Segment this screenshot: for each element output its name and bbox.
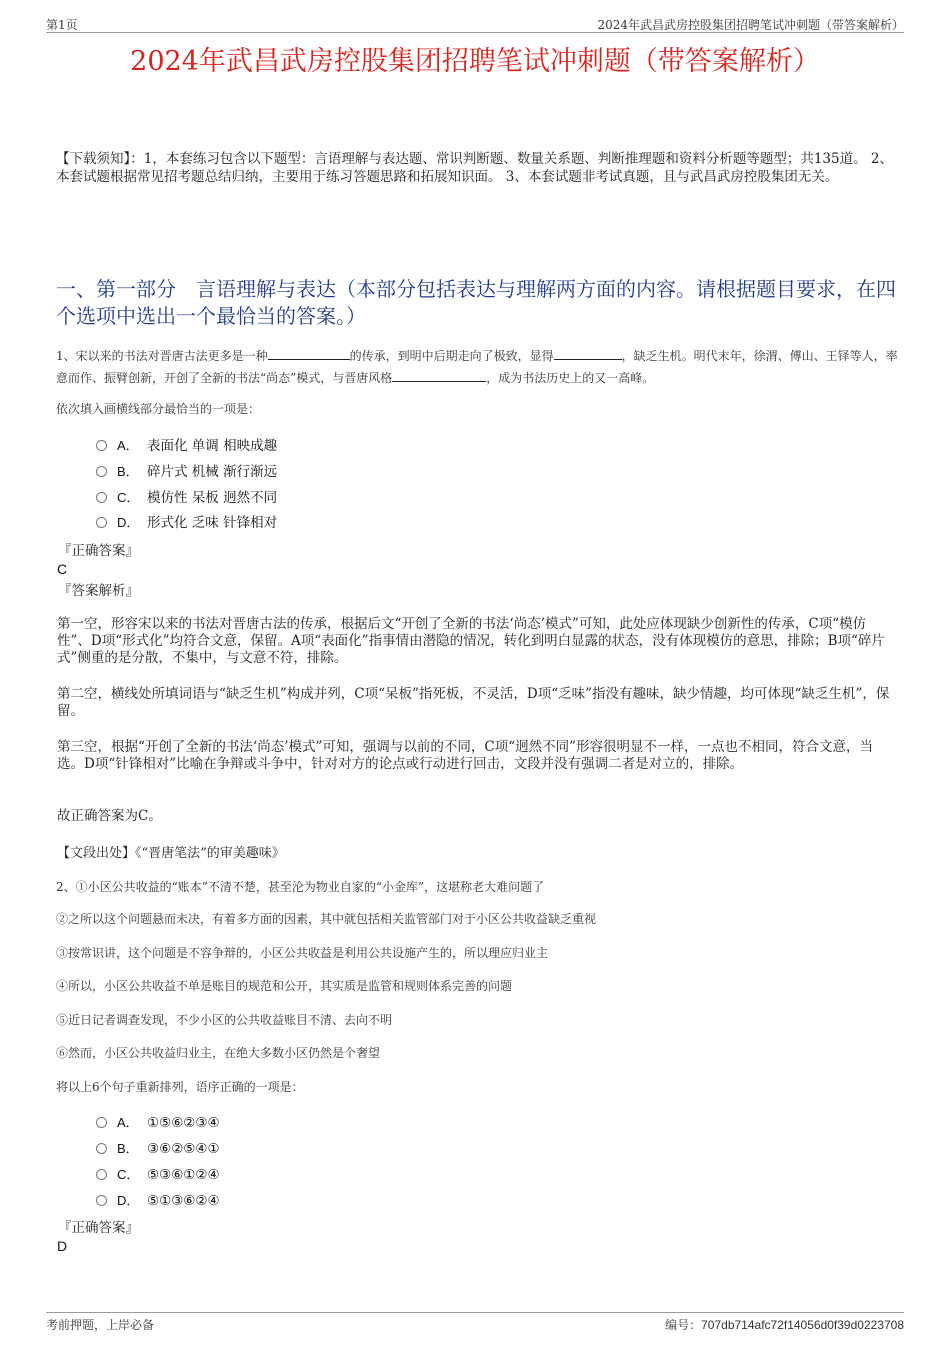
radio-icon[interactable] bbox=[96, 440, 107, 451]
q2-sentence-3: ③按常识讲，这个问题是不容争辩的，小区公共收益是利用公共设施产生的，所以理应归业主 bbox=[56, 946, 549, 960]
download-notice: 【下载须知】：1，本套练习包含以下题型：言语理解与表达题、常识判断题、数量关系题、判断推理题和资料分析题等题型；共135道。 2、本套试题根据常见招考题总结归纳，主要用于练习答题思路和拓展知识面。 3、本套试题非考试真题，且与武昌武房控股集团无关。 bbox=[56, 151, 893, 185]
blank-1 bbox=[268, 346, 350, 360]
q1-answer: C bbox=[57, 561, 68, 577]
section-heading: 一、第一部分 言语理解与表达（本部分包括表达与理解两方面的内容。请根据题目要求，在四个选项中选出一个最恰当的答案。） bbox=[56, 277, 896, 328]
q1-analysis-paragraph-3: 第三空，根据“开创了全新的书法‘尚态’模式”可知，强调与以前的不同，C项“迥然不同”形容很明显不一样，一点也不相同，符合文意，当选。D项“针锋相对”比喻在争辩或斗争中，针对对方的论点或行动进行回击，文段并没有强调二者是对立的，排除。 bbox=[57, 739, 874, 772]
footer-code: 编号：707db714afc72f14056d0f39d0223708 bbox=[665, 1318, 904, 1332]
document-title: 2024年武昌武房控股集团招聘笔试冲刺题（带答案解析） bbox=[130, 46, 820, 77]
q1-analysis-paragraph-1: 第一空，形容宋以来的书法对晋唐古法的传承，根据后文“开创了全新的书法‘尚态’模式”可知，此处应体现缺少创新性的传承，C项“模仿性”、D项“形式化”均符合文意，保留。A项“表面化”指事情由潜隐的情况，转化到明白显露的状态，没有体现模仿的意思，排除；B项“碎片式”侧重的是分散，不集中，与文意不符，排除。 bbox=[57, 616, 885, 666]
q1-analysis-conclusion: 故正确答案为C。 bbox=[57, 808, 162, 824]
radio-icon[interactable] bbox=[96, 492, 107, 503]
q1-answer-label: 『正确答案』 bbox=[58, 543, 139, 559]
q2-option-c[interactable]: C． ⑤③⑥①②④ bbox=[96, 1165, 220, 1185]
header-doc-title: 2024年武昌武房控股集团招聘笔试冲刺题（带答案解析） bbox=[597, 18, 904, 32]
q2-option-a[interactable]: A． ①⑤⑥②③④ bbox=[96, 1113, 220, 1133]
radio-icon[interactable] bbox=[96, 1117, 107, 1128]
radio-icon[interactable] bbox=[96, 1143, 107, 1154]
blank-3 bbox=[392, 368, 486, 382]
radio-icon[interactable] bbox=[96, 466, 107, 477]
q1-option-a[interactable]: A． 表面化 单调 相映成趣 bbox=[96, 436, 277, 456]
q1-option-b[interactable]: B． 碎片式 机械 渐行渐远 bbox=[96, 462, 277, 482]
q2-sentence-5: ⑤近日记者调查发现，不少小区的公共收益账目不清、去向不明 bbox=[56, 1013, 393, 1027]
radio-icon[interactable] bbox=[96, 1195, 107, 1206]
q2-option-d[interactable]: D． ⑤①③⑥②④ bbox=[96, 1191, 220, 1211]
question-1-stem: 1、宋以来的书法对晋唐古法更多是一种 的传承，到明中后期走向了极致，显得 ，缺乏生机。明代末年，徐渭、傅山、王铎等人，率意而作、振臂创新，开创了全新的书法“尚态”模式，与晋唐风格 ，成为书法历史上的又一高峰。 bbox=[56, 345, 902, 389]
q1-option-c[interactable]: C． 模仿性 呆板 迥然不同 bbox=[96, 488, 277, 508]
page-header bbox=[46, 14, 904, 33]
q1-analysis-paragraph-2: 第二空，横线处所填词语与“缺乏生机”构成并列，C项“呆板”指死板，不灵活，D项“乏味”指没有趣味，缺少情趣，均可体现“缺乏生机”，保留。 bbox=[57, 686, 890, 719]
q2-answer: D bbox=[57, 1238, 68, 1254]
blank-2 bbox=[554, 346, 622, 360]
q2-sentence-2: ②之所以这个问题悬而未决，有着多方面的因素，其中就包括相关监管部门对于小区公共收益缺乏重视 bbox=[56, 912, 597, 926]
page-footer bbox=[46, 1312, 904, 1333]
q2-option-b[interactable]: B． ③⑥②⑤④① bbox=[96, 1139, 220, 1159]
q2-sentence-4: ④所以，小区公共收益不单是账目的规范和公开，其实质是监管和规则体系完善的问题 bbox=[56, 979, 513, 993]
question-2-prompt: 将以上6个句子重新排列，语序正确的一项是： bbox=[56, 1080, 304, 1094]
question-1-prompt: 依次填入画横线部分最恰当的一项是： bbox=[56, 402, 261, 416]
footer-slogan: 考前押题，上岸必备 bbox=[46, 1318, 155, 1332]
q2-sentence-6: ⑥然而，小区公共收益归业主，在绝大多数小区仍然是个奢望 bbox=[56, 1046, 381, 1060]
q1-source: 【文段出处】《“晋唐笔法”的审美趣味》 bbox=[57, 846, 285, 861]
q2-answer-label: 『正确答案』 bbox=[58, 1220, 139, 1236]
radio-icon[interactable] bbox=[96, 517, 107, 528]
q1-option-d[interactable]: D． 形式化 乏味 针锋相对 bbox=[96, 513, 277, 533]
radio-icon[interactable] bbox=[96, 1169, 107, 1180]
q1-analysis-label: 『答案解析』 bbox=[58, 583, 139, 599]
page-number: 第1页 bbox=[46, 18, 78, 32]
question-2-stem: 2、①小区公共收益的“账本”不清不楚，甚至沦为物业自家的“小金库”，这堪称老大难问题了 bbox=[56, 880, 545, 894]
